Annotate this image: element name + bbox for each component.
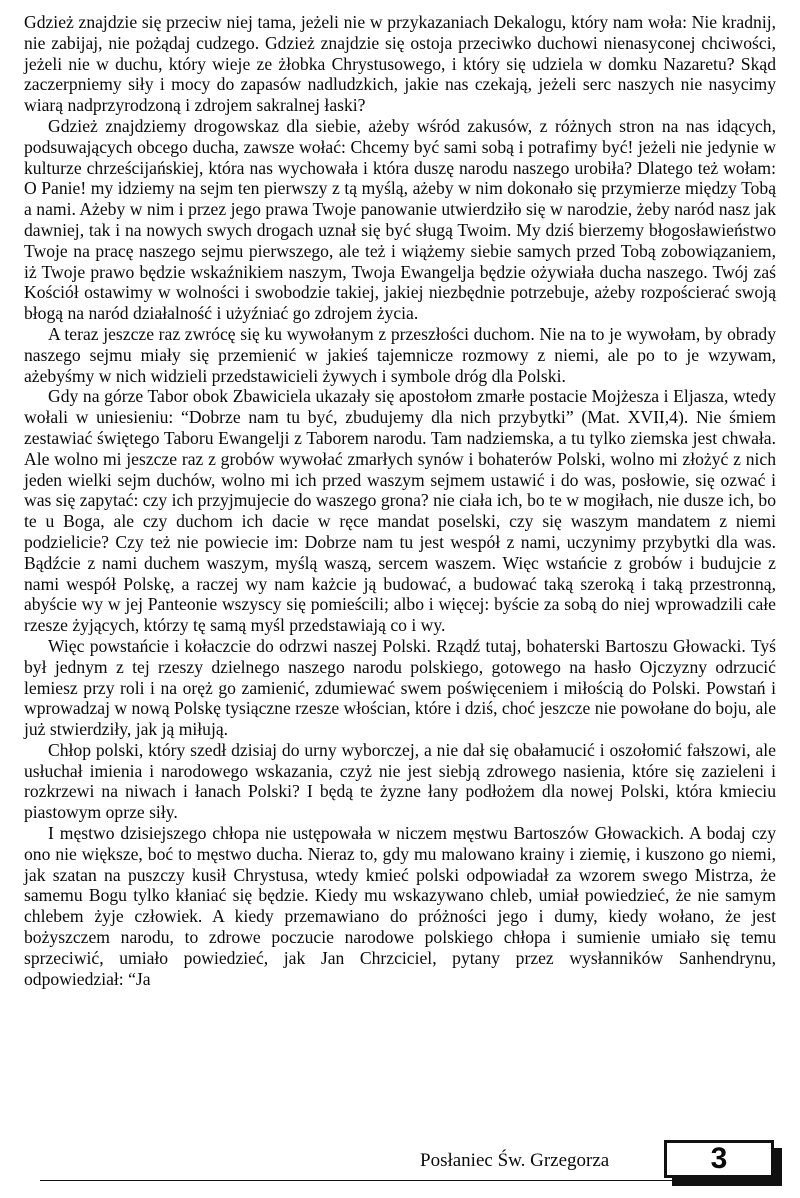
paragraph: Gdy na górze Tabor obok Zbawiciela ukazały się apostołom zmarłe postacie Mojżesza i Eljasza, wtedy wołali w uniesieniu: “Dobrze nam tu być, zbudujemy dla nich przybytki” (Mat. XVII,4). Nie śmiem zestawiać świętego Taboru Ewangelji z Taborem narodu. Tam nadziemska, a tu tylko ziemska jest chwała. Ale wolno mi jeszcze raz z grobów wywołać zmarłych synów i bohaterów Polski, wolno mi złożyć z nich jeden wielki sejm duchów, wolno mi ich przed waszym sejmem ustawić i do was, posłowie, się ozwać i was się zapytać: czy ich przyjmujecie do waszego grona? nie ciała ich, bo te w mogiłach, nie dusze ich, bo te u Boga, ale czy duchom ich dacie w ręce mandat poselski, czy się waszym mandatem z niemi podzielicie? Czy też nie powiecie im: Dobrze nam tu jest wespół z nami, uczynimy przybytki dla was. Bądźcie z nami duchem waszym, myślą waszą, sercem waszem. Więc wstańcie z grobów i budujcie z nami wespół Polskę, a raczej wy nam każcie ją budować, a budować taką szeroką i taką przestronną, abyście wy w jej Panteonie wszyscy się pomieścili; albo i więcej: byście za sobą do niej wprowadzili całe rzesze żyjących, którzy tę samą myśl przedstawiają co i wy.	[24, 386, 776, 636]
paragraph: Chłop polski, który szedł dzisiaj do urny wyborczej, a nie dał się obałamucić i oszołomić fałszowi, ale usłuchał imienia i narodowego wskazania, czyż nie jest siebją zdrowego nasienia, które się zazieleni i rozkrzewi na niwach i łanach Polski? I będą te żyzne łany podłożem dla nowej Polski, która kmieciu piastowym oprze siły.	[24, 739, 776, 823]
page-number: 3	[710, 1142, 728, 1175]
paragraph: A teraz jeszcze raz zwrócę się ku wywołanym z przeszłości duchom. Nie na to je wywołam, by obrady naszego sejmu miały się przemienić w jakieś tajemnicze rozmowy z niemi, ale po to je wzywam, ażebyśmy w nich widzieli przedstawicieli żywych i symbole dróg dla Polski.	[24, 323, 776, 386]
paragraph: I męstwo dzisiejszego chłopa nie ustępowała w niczem męstwu Bartoszów Głowackich. A bodaj czy ono nie większe, boć to męstwo ducha. Nieraz to, gdy mu malowano krainy i ziemię, i kuszono go niemi, jak szatan na puszczy kusił Chrystusa, wtedy kmieć polski odpowiadał za wzorem swego Mistrza, że samemu Bogu tylko kłaniać się będzie. Kiedy mu wskazywano chleb, umiał powiedzieć, że nie samym chlebem żyje człowiek. A kiedy przemawiano do próżności jego i dumy, kiedy wołano, że jest bożyszczem narodu, to zdrowe poczucie narodowe polskiego chłopa i sumienie umiało się temu sprzeciwić, umiało powiedzieć, jak Jan Chrzciciel, pytany przez wysłanników Sanhendrynu, odpowiedział: “Ja	[24, 823, 776, 989]
paragraph: Gdzież znajdziemy drogowskaz dla siebie, ażeby wśród zakusów, z różnych stron na nas idących, podsuwających obcego ducha, zawsze wołać: Chcemy być sami sobą i potrafimy być! jeżeli nie jedynie w kulturze chrześcijańskiej, która nas wychowała i która duszę narodu naszego urobiła? Dlatego też wołam: O Panie! my idziemy na sejm ten pierwszy z tą myślą, ażeby w nim dokonało się przymierze między Tobą a nami. Ażeby w nim i przez jego prawa Twoje panowanie utwierdziło się w narodzie, żeby naród nasz jak dawniej, tak i na nowych swych drogach uznał się być sługą Twoim. My dziś bierzemy błogosławieństwo Twoje na pracę naszego sejmu pierwszego, ale też i wiążemy siebie samych przed Tobą zobowiązaniem, iż Twoje prawo będzie wskaźnikiem naszym, Twoja Ewangelja będzie ożywiała ducha naszego. Twój zaś Kościół ostawimy w wolności i swobodzie takiej, jakiej niezbędnie potrzebuje, ażeby rozpościerać swoją błogą na naród działalność i użyźniać go zdrojem życia.	[24, 115, 776, 324]
paragraph: Więc powstańcie i kołaczcie do odrzwi naszej Polski. Rządź tutaj, bohaterski Bartoszu Głowacki. Tyś był jednym z tej rzeszy dzielnego naszego narodu polskiego, gotowego na hasło Ojczyzny odrzucić lemiesz przy roli i na oręż go zamienić, zdumiewać swem poświęceniem i miłością do Polski. Powstań i wprowadzaj w nową Polskę tysiączne rzesze włościan, które i dziś, choć jeszcze nie powołane do boju, ale już stwierdziły, jak ją miłują.	[24, 635, 776, 740]
page-footer	[0, 1138, 800, 1198]
footer-rule	[40, 1180, 780, 1181]
article-body	[24, 12, 776, 989]
paragraph: Gdzież znajdzie się przeciw niej tama, jeżeli nie w przykazaniach Dekalogu, który nam woła: Nie kradnij, nie zabijaj, nie pożądaj cudzego. Gdzież znajdzie się ostoja przeciwko duchowi nienasyconej chciwości, jeżeli nie w duchu, który wieje ze żłobka Chrystusowego, i który się udziela w domku Nazaretu? Skąd zaczerpniemy siły i mocy do zapasów nadludzkich, jakie nas czekają, jeżeli serc naszych nie nasycimy wiarą nadprzyrodzoną i zdrojem sakralnej łaski?	[24, 12, 776, 116]
publication-title: Posłaniec Św. Grzegorza	[420, 1150, 610, 1171]
